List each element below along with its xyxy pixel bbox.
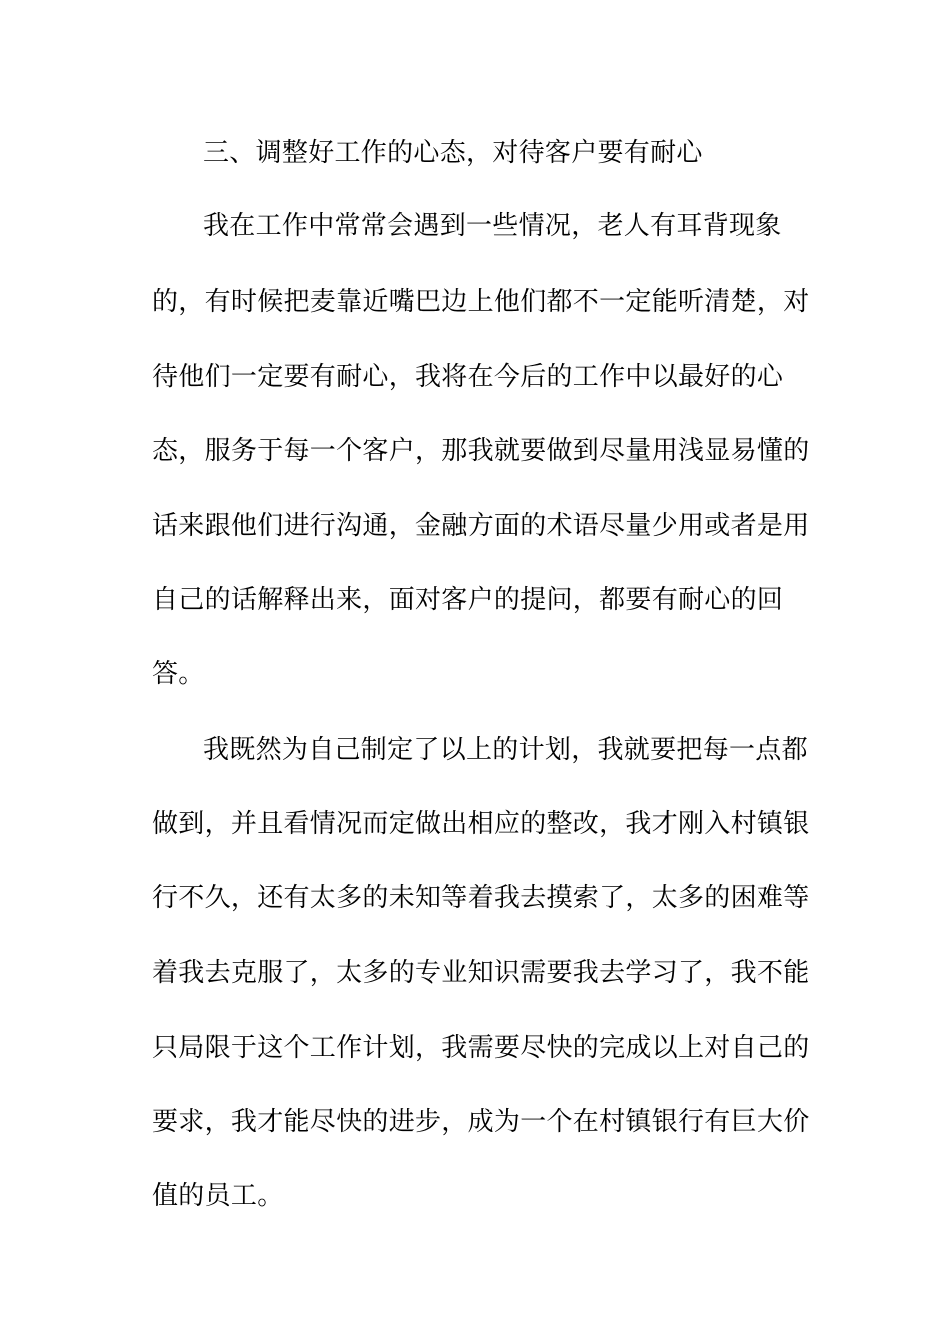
paragraph-line: 只局限于这个工作计划，我需要尽快的完成以上对自己的	[152, 1033, 810, 1063]
paragraph-line: 行不久，还有太多的未知等着我去摸索了，太多的困难等	[152, 883, 810, 913]
paragraph-line: 的，有时候把麦靠近嘴巴边上他们都不一定能听清楚，对	[152, 287, 810, 317]
paragraph-line: 我既然为自己制定了以上的计划，我就要把每一点都	[203, 735, 808, 765]
paragraph-line: 我在工作中常常会遇到一些情况，老人有耳背现象	[203, 211, 782, 241]
paragraph-line: 态，服务于每一个客户，那我就要做到尽量用浅显易懂的	[152, 436, 810, 466]
paragraph-line: 值的员工。	[152, 1181, 284, 1211]
paragraph-line: 要求，我才能尽快的进步，成为一个在村镇银行有巨大价	[152, 1107, 810, 1137]
paragraph-line: 自己的话解释出来，面对客户的提问，都要有耐心的回	[152, 585, 784, 615]
section-heading: 三、调整好工作的心态，对待客户要有耐心	[203, 138, 703, 168]
paragraph-line: 答。	[152, 659, 205, 689]
paragraph-line: 待他们一定要有耐心，我将在今后的工作中以最好的心	[152, 362, 784, 392]
paragraph-line: 着我去克服了，太多的专业知识需要我去学习了，我不能	[152, 958, 810, 988]
paragraph-line: 做到，并且看情况而定做出相应的整改，我才刚入村镇银	[152, 809, 810, 839]
paragraph-line: 话来跟他们进行沟通，金融方面的术语尽量少用或者是用	[152, 511, 810, 541]
